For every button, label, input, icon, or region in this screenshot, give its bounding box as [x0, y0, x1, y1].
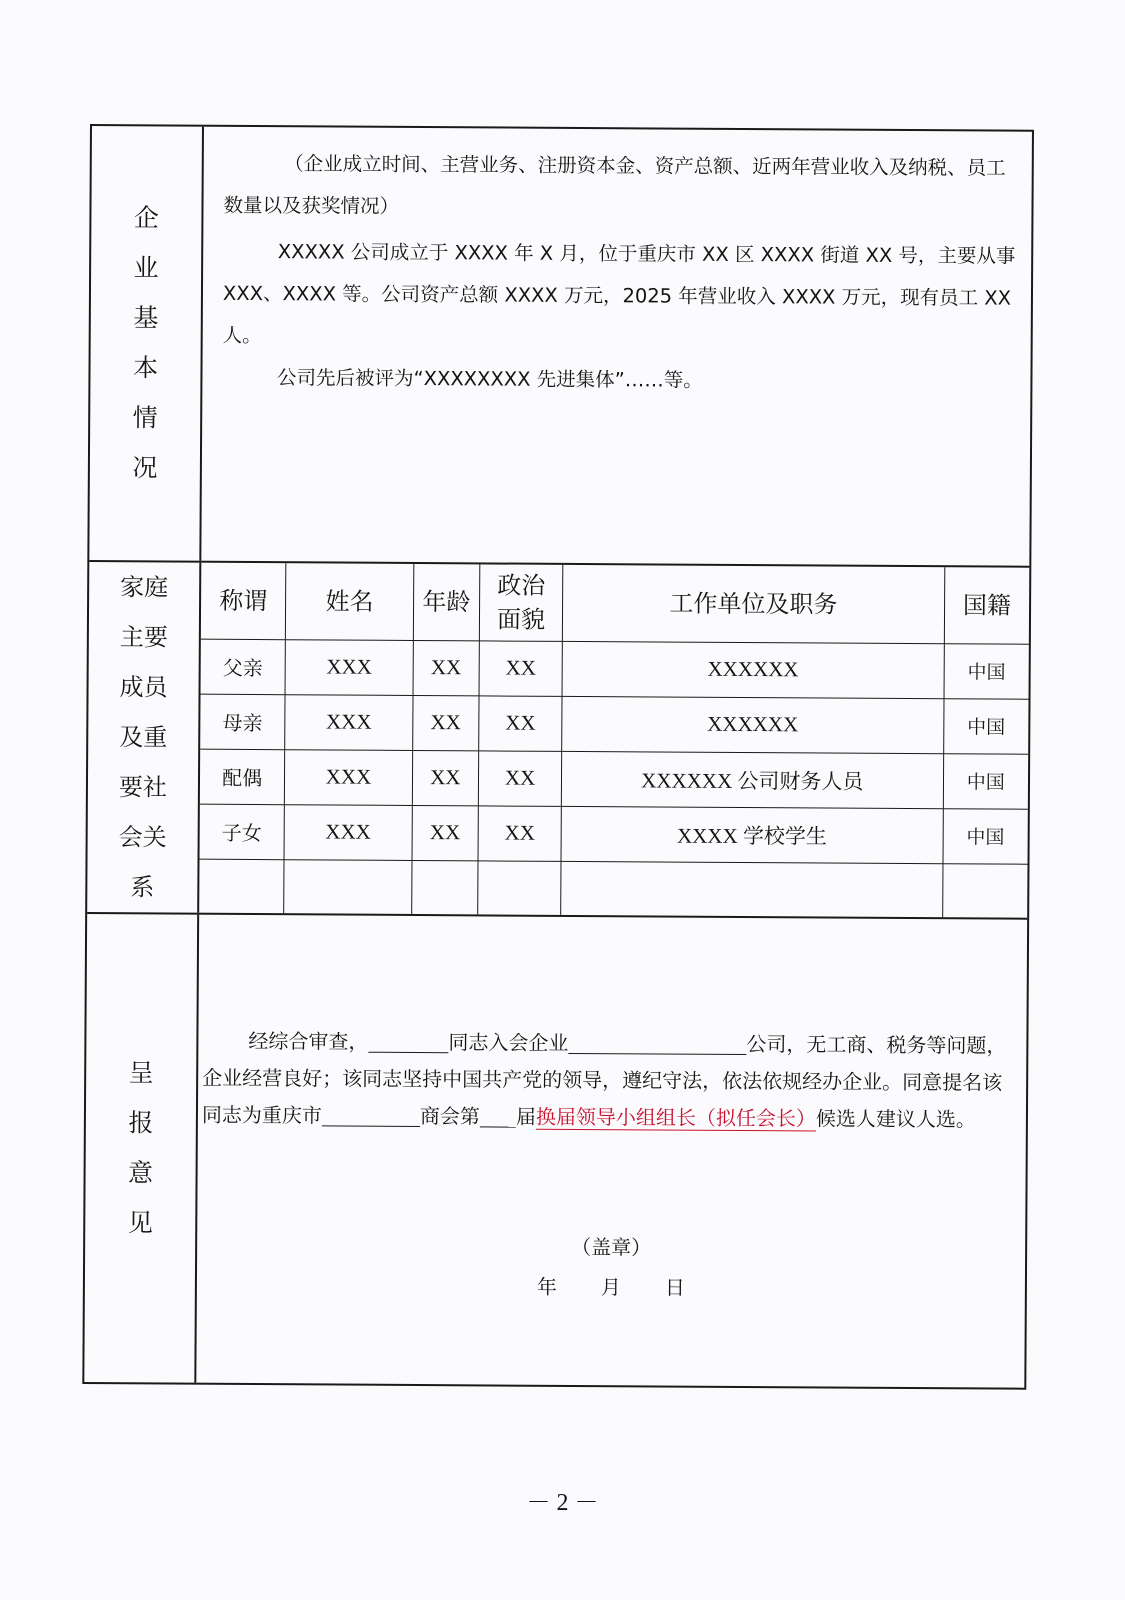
header-age: 年龄 — [413, 564, 480, 640]
position-highlight: 换届领导小组组长（拟任会长） — [535, 1104, 817, 1131]
header-nationality: 国籍 — [944, 567, 1029, 644]
table-row: 配偶 XXX XX XX XXXXXX 公司财务人员 中国 — [200, 749, 1028, 809]
date-line: 年 月 日 — [536, 1274, 685, 1300]
family-section — [87, 562, 1029, 920]
basic-info-paragraph-1: XXXXX 公司成立于 XXXX 年 X 月，位于重庆市 XX 区 XXXX 街道 XX 号，主要从事 XXX、XXXX 等。公司资产总额 XXXX 万元，2025 年营业收入 XXXX 万元，现有员工 XX 人。 — [222, 240, 1016, 348]
basic-info-note: （企业成立时间、主营业务、注册资本金、资产总额、近两年营业收入及纳税、员工数量以及获奖情况） — [223, 152, 1006, 218]
basic-info-section — [89, 126, 1032, 568]
chamber-name-blank[interactable] — [322, 1101, 420, 1127]
header-relation: 称谓 — [201, 563, 286, 640]
opinion-label: 呈 报 意 见 — [127, 1058, 154, 1238]
company-name-blank[interactable] — [568, 1029, 746, 1055]
opinion-section — [84, 914, 1027, 1388]
session-number-blank[interactable] — [480, 1102, 516, 1127]
basic-info-label-cell — [89, 126, 204, 561]
table-row: 母亲 XXX XX XX XXXXXX 中国 — [200, 694, 1028, 754]
header-name: 姓名 — [286, 563, 414, 640]
family-label: 家庭 主要 成员 及重 要社 会关 系 — [118, 573, 169, 902]
stamp-block — [197, 1225, 1025, 1310]
family-header-row — [201, 563, 1029, 644]
table-row: 父亲 XXX XX XX XXXXXX 中国 — [201, 639, 1029, 699]
basic-info-paragraph-2: 公司先后被评为“XXXXXXXX 先进集体”……等。 — [276, 366, 703, 392]
table-row-empty — [199, 859, 1027, 918]
opinion-text: 经综合审查， 同志入会企业 公司，无工商、税务等问题，企业经营良好；该同志坚持中国共产党的领导，遵纪守法，依法依规经办企业。同意提名该同志为重庆市 商会第 届换届领导小组组长（拟任会长）候选人建议人选。 — [201, 1028, 1007, 1132]
stamp-label: （盖章） — [571, 1234, 652, 1260]
table-row: 子女 XXX XX XX XXXX 学校学生 中国 — [200, 804, 1028, 864]
header-political: 政治面貌 — [480, 564, 563, 641]
basic-info-content — [201, 127, 1032, 566]
family-label-cell — [87, 562, 201, 913]
basic-info-label: 企 业 基 本 情 况 — [132, 203, 160, 483]
opinion-label-cell — [84, 914, 199, 1383]
opinion-content — [196, 915, 1027, 1388]
family-table-wrap — [199, 563, 1029, 918]
member-name-blank[interactable] — [368, 1028, 448, 1053]
page-number: － 2 － — [526, 1490, 599, 1516]
form-table — [82, 124, 1034, 1390]
header-work: 工作单位及职务 — [562, 565, 944, 643]
family-table — [199, 563, 1029, 918]
